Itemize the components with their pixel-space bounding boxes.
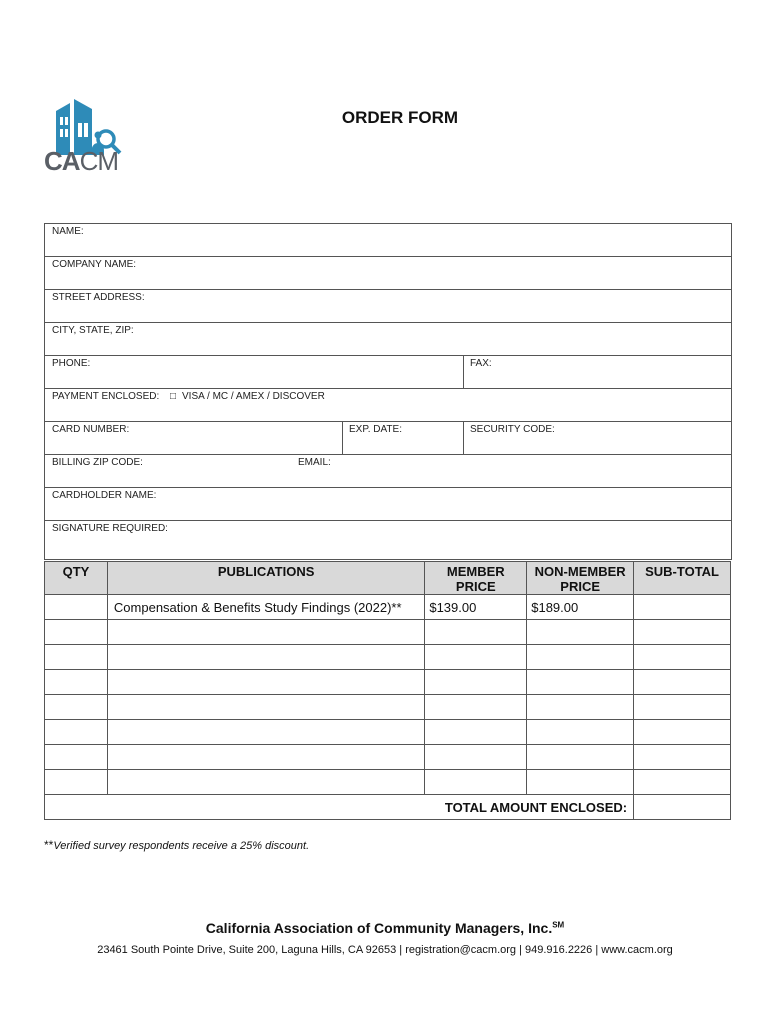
table-row bbox=[45, 670, 731, 695]
payment-row bbox=[45, 389, 731, 422]
billing-zip-label: BILLING ZIP CODE: bbox=[52, 457, 143, 468]
qty-cell[interactable] bbox=[45, 620, 108, 645]
qty-cell[interactable] bbox=[45, 720, 108, 745]
phone-label: PHONE: bbox=[52, 358, 91, 369]
street-label: STREET ADDRESS: bbox=[52, 292, 145, 303]
subtotal-cell[interactable] bbox=[634, 770, 731, 795]
qty-cell[interactable] bbox=[45, 770, 108, 795]
table-row bbox=[45, 645, 731, 670]
payment-checkbox[interactable]: □ bbox=[170, 391, 177, 402]
fax-label: FAX: bbox=[470, 358, 492, 369]
name-field[interactable] bbox=[45, 224, 731, 257]
member-price-cell: $139.00 bbox=[425, 595, 527, 620]
publication-cell bbox=[107, 770, 424, 795]
subtotal-cell[interactable] bbox=[634, 645, 731, 670]
subtotal-cell[interactable] bbox=[634, 670, 731, 695]
publication-cell: Compensation & Benefits Study Findings (2022)** bbox=[107, 595, 424, 620]
nonmember-price-cell bbox=[527, 670, 634, 695]
name-label: NAME: bbox=[52, 226, 84, 237]
city-state-zip-field[interactable] bbox=[45, 323, 731, 356]
publication-cell bbox=[107, 720, 424, 745]
subtotal-cell[interactable] bbox=[634, 695, 731, 720]
nonmember-price-cell bbox=[527, 770, 634, 795]
discount-note: **Verified survey respondents receive a 25% discount. bbox=[44, 838, 310, 852]
nonmember-price-cell: $189.00 bbox=[527, 595, 634, 620]
city-label: CITY, STATE, ZIP: bbox=[52, 325, 134, 336]
company-label: COMPANY NAME: bbox=[52, 259, 137, 270]
qty-cell[interactable] bbox=[45, 595, 108, 620]
cardholder-field[interactable] bbox=[45, 488, 731, 521]
nonmember-price-header: NON-MEMBER PRICE bbox=[527, 562, 634, 595]
qty-cell[interactable] bbox=[45, 695, 108, 720]
table-header-row bbox=[45, 562, 731, 595]
publication-cell bbox=[107, 670, 424, 695]
signature-field[interactable] bbox=[45, 521, 731, 559]
member-price-cell bbox=[425, 695, 527, 720]
table-row bbox=[45, 695, 731, 720]
orders-table bbox=[44, 561, 731, 820]
contact-payment-form bbox=[44, 223, 732, 560]
exp-date-label: EXP. DATE: bbox=[349, 424, 402, 435]
member-price-header: MEMBER PRICE bbox=[425, 562, 527, 595]
member-price-cell bbox=[425, 645, 527, 670]
subtotal-header: SUB-TOTAL bbox=[634, 562, 731, 595]
payment-options: VISA / MC / AMEX / DISCOVER bbox=[182, 391, 325, 402]
member-price-cell bbox=[425, 770, 527, 795]
nonmember-price-cell bbox=[527, 620, 634, 645]
total-label: TOTAL AMOUNT ENCLOSED: bbox=[45, 795, 634, 820]
total-row bbox=[45, 795, 731, 820]
member-price-cell bbox=[425, 670, 527, 695]
publication-cell bbox=[107, 695, 424, 720]
billing-email-row bbox=[45, 455, 731, 488]
qty-header: QTY bbox=[45, 562, 108, 595]
publication-cell bbox=[107, 745, 424, 770]
total-amount-cell[interactable] bbox=[634, 795, 731, 820]
table-row bbox=[45, 620, 731, 645]
email-label: EMAIL: bbox=[298, 457, 331, 468]
publication-cell bbox=[107, 645, 424, 670]
subtotal-cell[interactable] bbox=[634, 720, 731, 745]
card-number-label: CARD NUMBER: bbox=[52, 424, 130, 435]
company-field[interactable] bbox=[45, 257, 731, 290]
nonmember-price-cell bbox=[527, 645, 634, 670]
member-price-cell bbox=[425, 745, 527, 770]
organization-name: California Association of Community Managers, Inc.℠ bbox=[205, 920, 565, 936]
publication-cell bbox=[107, 620, 424, 645]
organization-address: 23461 South Pointe Drive, Suite 200, Laguna Hills, CA 92653 | registration@cacm.org | 949.916.2226 | www.cacm.org bbox=[97, 944, 673, 956]
payment-label: PAYMENT ENCLOSED: bbox=[52, 391, 160, 402]
member-price-cell bbox=[425, 720, 527, 745]
page-title: ORDER FORM bbox=[341, 108, 459, 127]
qty-cell[interactable] bbox=[45, 645, 108, 670]
logo-wordmark: CACM bbox=[44, 146, 118, 176]
card-row bbox=[45, 422, 731, 455]
member-price-cell bbox=[425, 620, 527, 645]
table-row bbox=[45, 595, 731, 620]
nonmember-price-cell bbox=[527, 745, 634, 770]
qty-cell[interactable] bbox=[45, 670, 108, 695]
divider bbox=[463, 356, 464, 388]
security-code-label: SECURITY CODE: bbox=[470, 424, 555, 435]
table-row bbox=[45, 720, 731, 745]
divider bbox=[463, 422, 464, 454]
subtotal-cell[interactable] bbox=[634, 620, 731, 645]
street-field[interactable] bbox=[45, 290, 731, 323]
publications-header: PUBLICATIONS bbox=[107, 562, 424, 595]
subtotal-cell[interactable] bbox=[634, 745, 731, 770]
signature-label: SIGNATURE REQUIRED: bbox=[52, 523, 168, 534]
phone-fax-row bbox=[45, 356, 731, 389]
nonmember-price-cell bbox=[527, 720, 634, 745]
qty-cell[interactable] bbox=[45, 745, 108, 770]
cardholder-label: CARDHOLDER NAME: bbox=[52, 490, 157, 501]
nonmember-price-cell bbox=[527, 695, 634, 720]
divider bbox=[342, 422, 343, 454]
table-row bbox=[45, 745, 731, 770]
subtotal-cell[interactable] bbox=[634, 595, 731, 620]
table-row bbox=[45, 770, 731, 795]
